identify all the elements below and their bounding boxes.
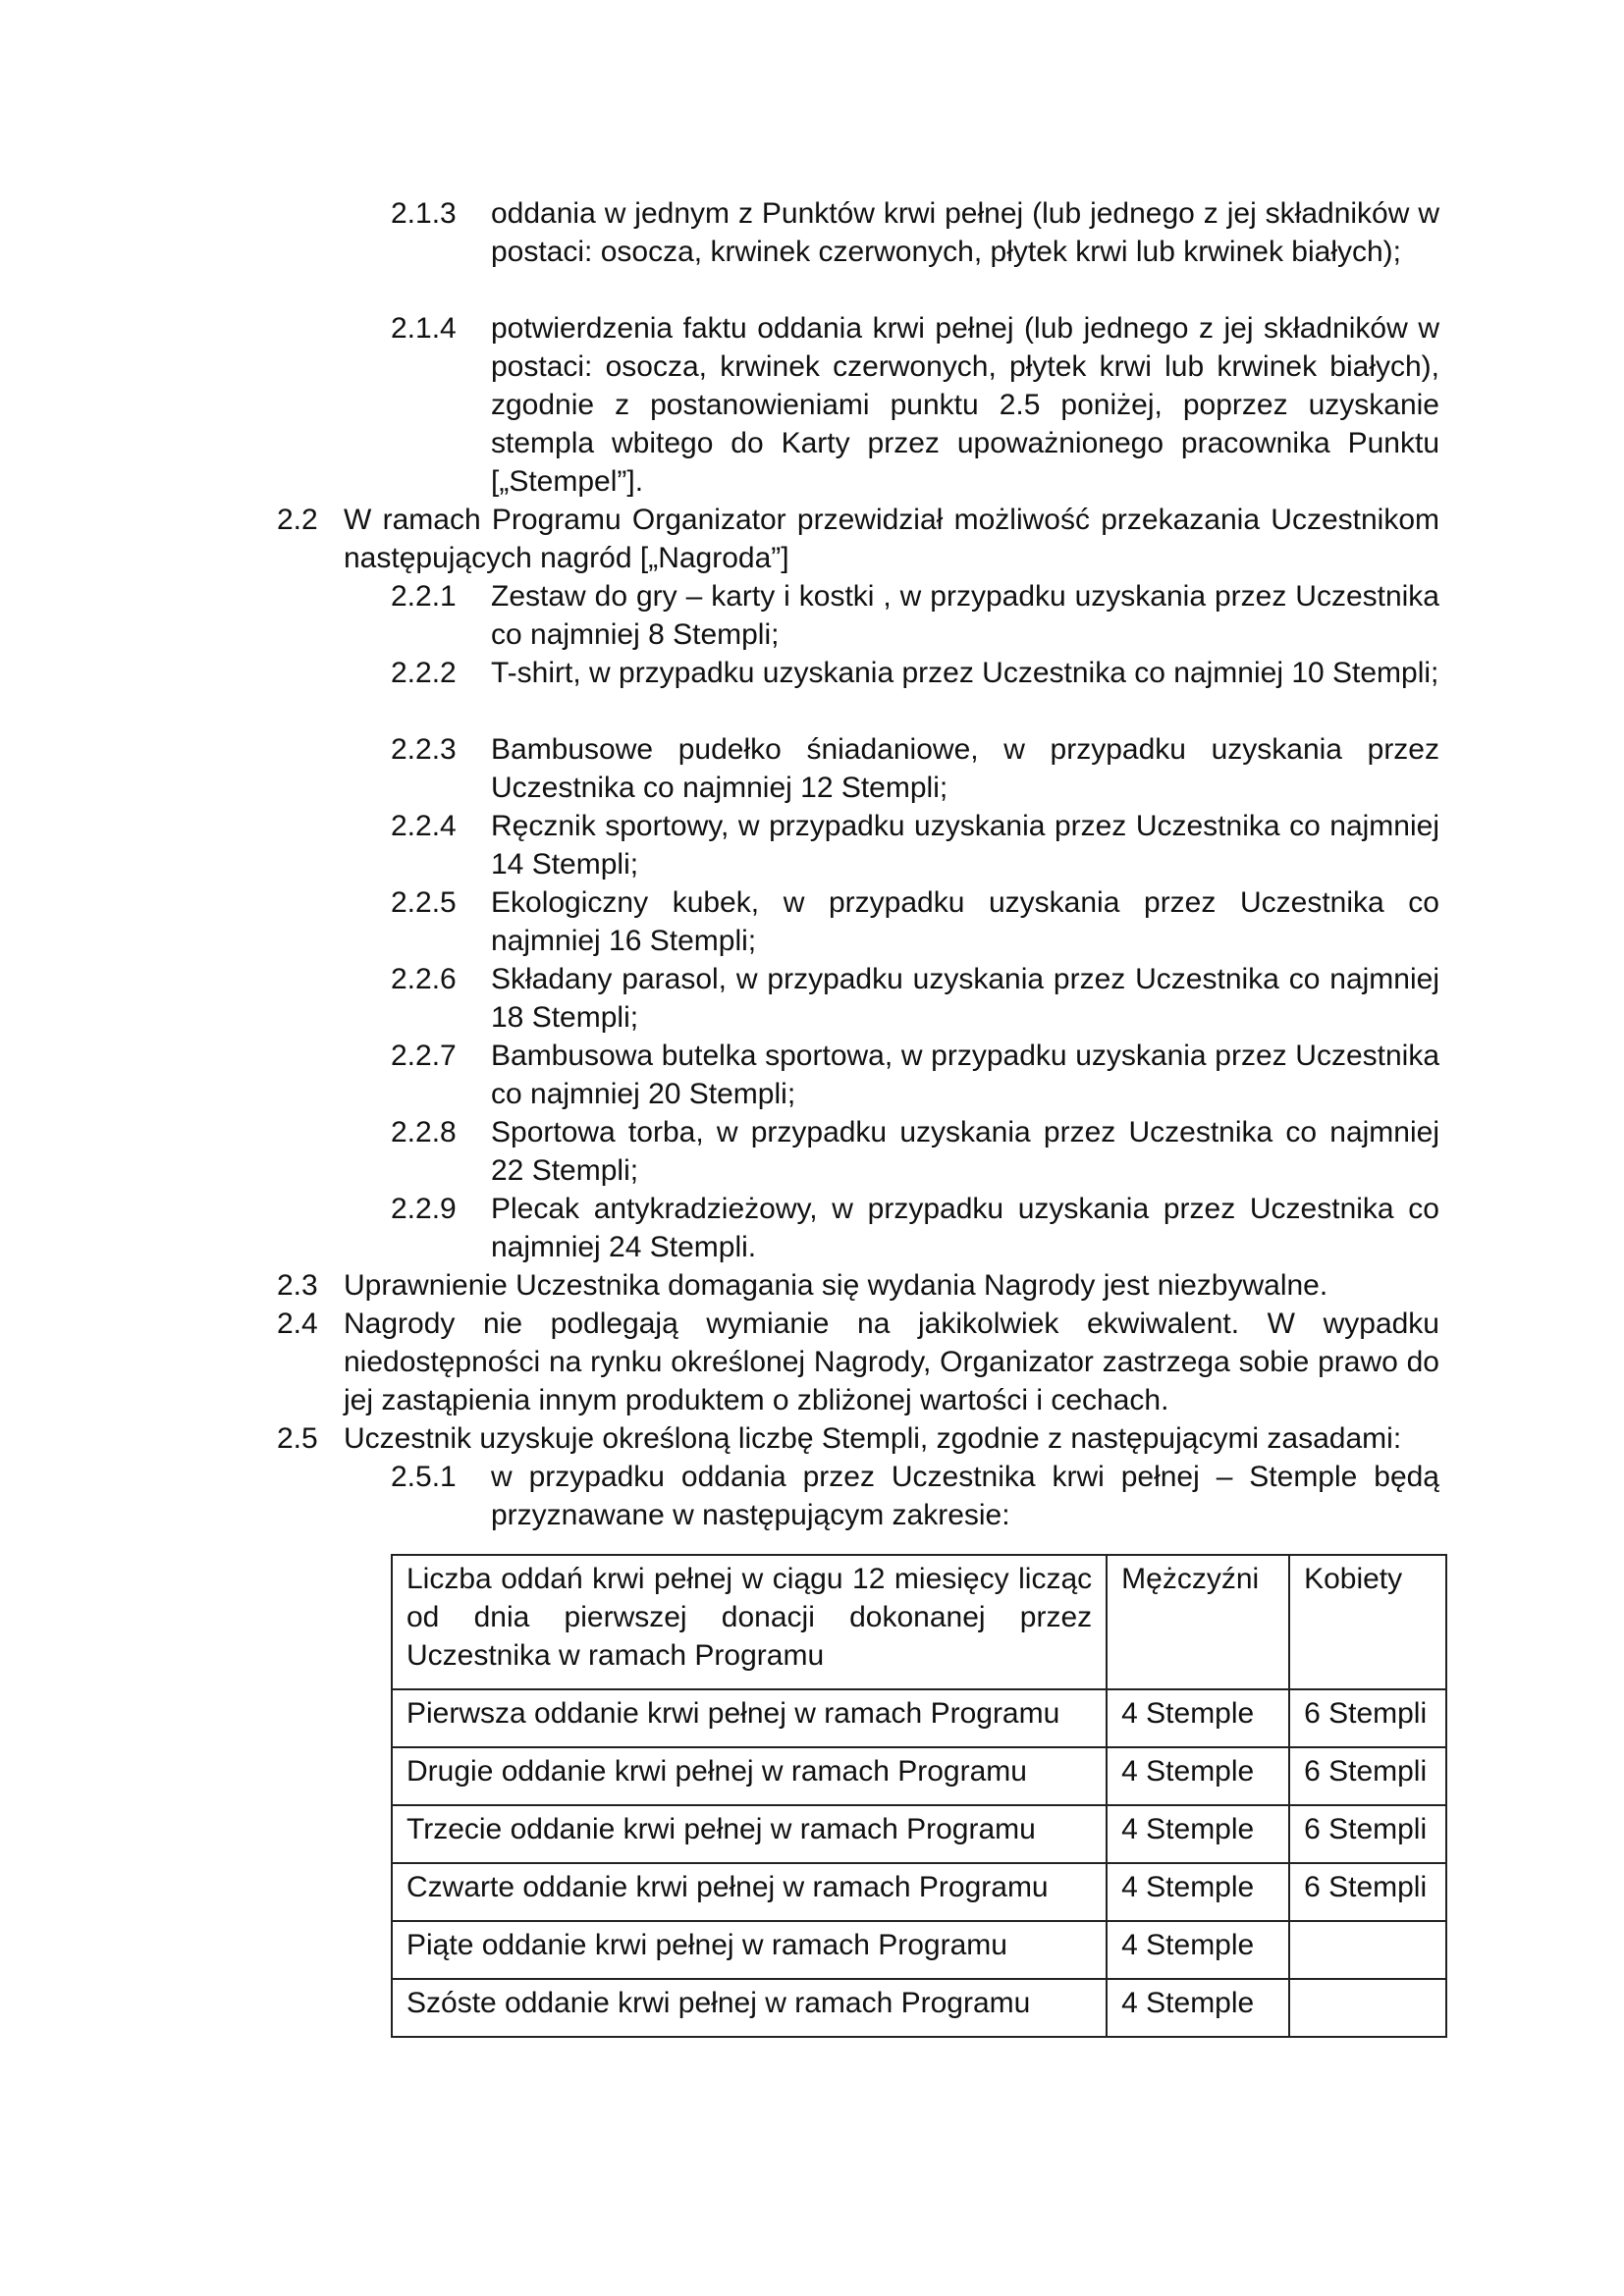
clause-number: 2.4 [277, 1308, 318, 1340]
clause-2-2-5 [391, 883, 1439, 960]
clause-2-2-1 [391, 577, 1439, 654]
table-cell: Trzecie oddanie krwi pełnej w ramach Programu [392, 1805, 1107, 1863]
clause-number: 2.5 [277, 1422, 318, 1455]
clause-number: 2.3 [277, 1269, 318, 1302]
stamp-table [391, 1554, 1447, 2038]
table-cell: 6 Stempli [1289, 1863, 1446, 1921]
table-cell: Czwarte oddanie krwi pełnej w ramach Programu [392, 1863, 1107, 1921]
clause-number: 2.5.1 [391, 1461, 457, 1493]
clause-2-2-6 [391, 960, 1439, 1037]
table-cell [1289, 1921, 1446, 1979]
clause-2-3 [277, 1266, 1439, 1305]
table-row [392, 1689, 1446, 1747]
table-cell: 6 Stempli [1289, 1689, 1446, 1747]
table-row [392, 1863, 1446, 1921]
table-cell: 4 Stemple [1107, 1863, 1289, 1921]
clause-text: w przypadku oddania przez Uczestnika krwi pełnej – Stemple będą przyznawane w następującym zakresie: [491, 1461, 1439, 1531]
clause-text: potwierdzenia faktu oddania krwi pełnej (lub jednego z jej składników w postaci: osocza, krwinek czerwonych, płytek krwi lub krwinek białych), zgodnie z postanowieniami punktu 2.5 poniżej, poprzez uzyskanie stempla wbitego do Karty przez upoważnionego pracownika Punktu [„Stempel”]. [491, 312, 1439, 498]
table-cell: 4 Stemple [1107, 1921, 1289, 1979]
table-row [392, 1747, 1446, 1805]
table-cell: Piąte oddanie krwi pełnej w ramach Programu [392, 1921, 1107, 1979]
clause-2-2-7 [391, 1037, 1439, 1113]
clause-text: Bambusowe pudełko śniadaniowe, w przypadku uzyskania przez Uczestnika co najmniej 12 Stempli; [491, 733, 1439, 804]
clause-number: 2.2.5 [391, 886, 457, 919]
clause-text: Uprawnienie Uczestnika domagania się wydania Nagrody jest niezbywalne. [344, 1269, 1328, 1302]
table-row [392, 1805, 1446, 1863]
clause-text: Ręcznik sportowy, w przypadku uzyskania przez Uczestnika co najmniej 14 Stempli; [491, 810, 1439, 881]
table-header-row [392, 1555, 1446, 1689]
clause-text: Bambusowa butelka sportowa, w przypadku uzyskania przez Uczestnika co najmniej 20 Stempli; [491, 1040, 1439, 1110]
table-cell [1289, 1979, 1446, 2037]
clause-2-2 [277, 501, 1439, 577]
clause-2-1-3 [391, 194, 1439, 271]
table-cell: Pierwsza oddanie krwi pełnej w ramach Programu [392, 1689, 1107, 1747]
clause-2-2-8 [391, 1113, 1439, 1190]
clause-2-4 [277, 1305, 1439, 1419]
clause-number: 2.1.4 [391, 312, 457, 345]
table-row [392, 1979, 1446, 2037]
clause-text: W ramach Programu Organizator przewidział możliwość przekazania Uczestnikom następujących nagród [„Nagroda”] [344, 504, 1439, 574]
clause-2-5-1 [391, 1458, 1439, 1534]
table-cell: Szóste oddanie krwi pełnej w ramach Programu [392, 1979, 1107, 2037]
clause-2-2-3 [391, 730, 1439, 807]
clause-number: 2.2 [277, 504, 318, 536]
clause-2-2-4 [391, 807, 1439, 883]
clause-number: 2.2.7 [391, 1040, 457, 1072]
table-cell: 6 Stempli [1289, 1747, 1446, 1805]
clause-number: 2.1.3 [391, 197, 457, 230]
table-cell: 4 Stemple [1107, 1805, 1289, 1863]
clause-text: oddania w jednym z Punktów krwi pełnej (lub jednego z jej składników w postaci: osocza, krwinek czerwonych, płytek krwi lub krwinek białych); [491, 197, 1439, 268]
clause-text: Ekologiczny kubek, w przypadku uzyskania przez Uczestnika co najmniej 16 Stempli; [491, 886, 1439, 957]
clause-number: 2.2.8 [391, 1116, 457, 1148]
clause-2-2-9 [391, 1190, 1439, 1266]
clause-text: Składany parasol, w przypadku uzyskania przez Uczestnika co najmniej 18 Stempli; [491, 963, 1439, 1034]
clause-text: T-shirt, w przypadku uzyskania przez Uczestnika co najmniej 10 Stempli; [491, 657, 1439, 689]
table-cell: 4 Stemple [1107, 1689, 1289, 1747]
clause-text: Uczestnik uzyskuje określoną liczbę Stempli, zgodnie z następującymi zasadami: [344, 1422, 1402, 1455]
table-header-cell: Liczba oddań krwi pełnej w ciągu 12 miesięcy licząc od dnia pierwszej donacji dokonanej przez Uczestnika w ramach Programu [392, 1555, 1107, 1689]
table-row [392, 1921, 1446, 1979]
clause-2-1-4 [391, 309, 1439, 501]
clause-number: 2.2.6 [391, 963, 457, 995]
table-cell: 6 Stempli [1289, 1805, 1446, 1863]
clause-text: Nagrody nie podlegają wymianie na jakikolwiek ekwiwalent. W wypadku niedostępności na rynku określonej Nagrody, Organizator zastrzega sobie prawo do jej zastąpienia innym produktem o zbliżonej wartości i cechach. [344, 1308, 1439, 1416]
table-cell: Drugie oddanie krwi pełnej w ramach Programu [392, 1747, 1107, 1805]
clause-text: Sportowa torba, w przypadku uzyskania przez Uczestnika co najmniej 22 Stempli; [491, 1116, 1439, 1187]
table-cell: 4 Stemple [1107, 1747, 1289, 1805]
table-cell: 4 Stemple [1107, 1979, 1289, 2037]
clause-number: 2.2.9 [391, 1193, 457, 1225]
clause-2-2-2 [391, 654, 1439, 692]
table-header-cell: Kobiety [1289, 1555, 1446, 1689]
clause-2-5 [277, 1419, 1439, 1458]
clause-number: 2.2.1 [391, 580, 457, 613]
clause-number: 2.2.2 [391, 657, 457, 689]
clause-text: Zestaw do gry – karty i kostki , w przypadku uzyskania przez Uczestnika co najmniej 8 Stempli; [491, 580, 1439, 651]
clause-text: Plecak antykradzieżowy, w przypadku uzyskania przez Uczestnika co najmniej 24 Stempli. [491, 1193, 1439, 1263]
clause-number: 2.2.3 [391, 733, 457, 766]
clause-number: 2.2.4 [391, 810, 457, 842]
table-header-cell: Mężczyźni [1107, 1555, 1289, 1689]
